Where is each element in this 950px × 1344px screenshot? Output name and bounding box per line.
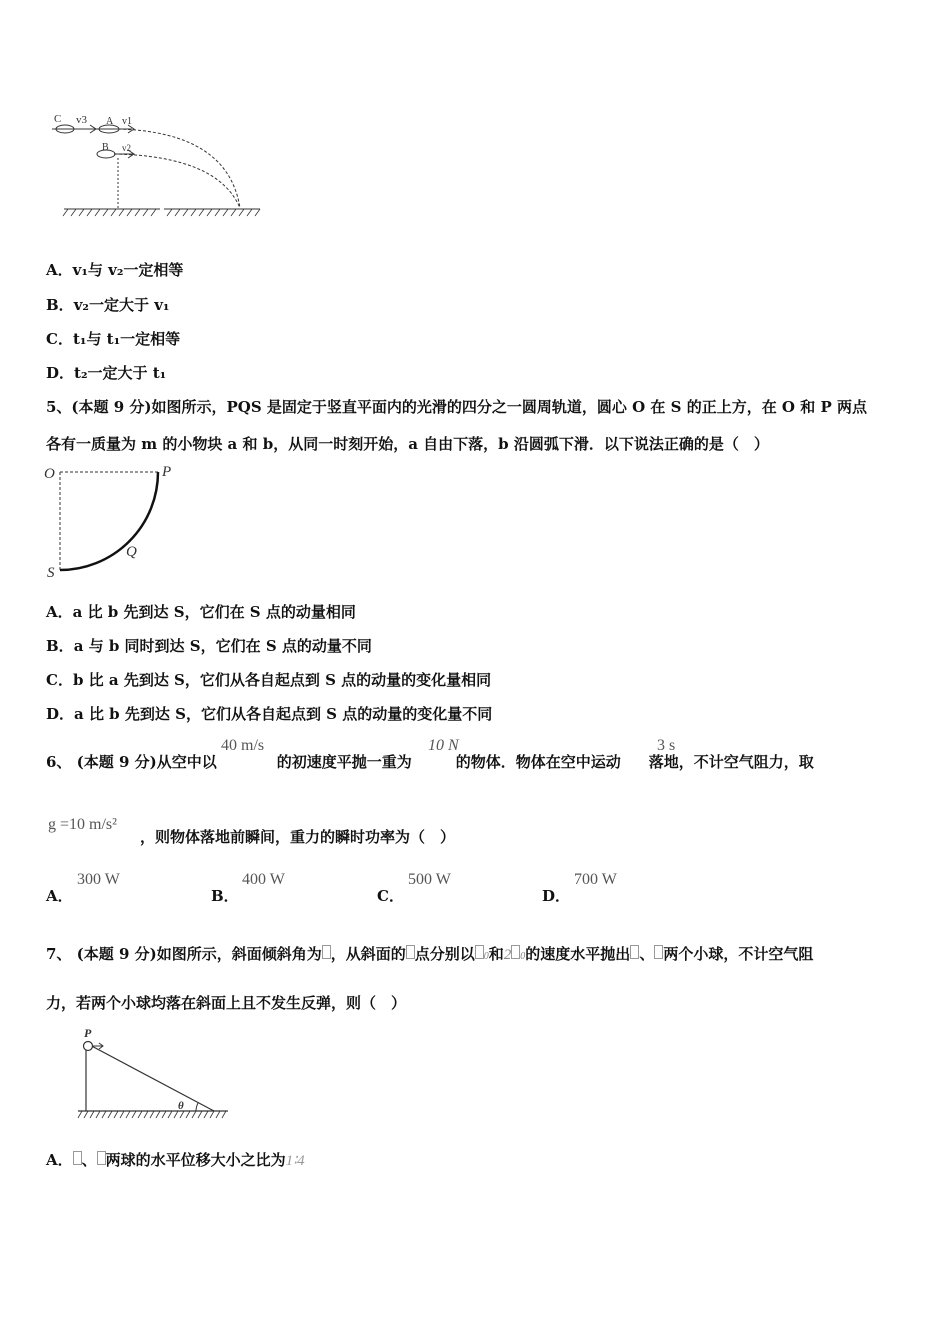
q6-weight: 10 N [428, 737, 459, 754]
quarter-circle-figure [42, 458, 182, 583]
missing-glyph-ball1 [630, 945, 639, 959]
q7-stem-line1: 7、 (本题 9 分)如图所示，斜面倾斜角为 ，从斜面的 点分别以 0和2 0的速度水平抛出 、 两个小球，不计空气阻 [46, 945, 814, 963]
missing-glyph-v2 [511, 945, 520, 959]
q6-gravity: g =10 m/s² [48, 816, 117, 833]
missing-glyph-theta [322, 945, 331, 959]
label-v3: v3 [76, 114, 87, 126]
missing-glyph-p [406, 945, 415, 959]
q5-option-a: A．a 比 b 先到达 S，它们在 S 点的动量相同 [46, 603, 356, 621]
q6-option-a-value: 300 W [77, 871, 120, 888]
q6-velocity: 40 m/s [221, 737, 265, 754]
label-s: S [47, 565, 55, 581]
q4-option-b: B．v₂一定大于 v₁ [46, 296, 170, 314]
missing-glyph-ball2 [97, 1151, 106, 1165]
projectile-figure [48, 108, 268, 218]
label-v1: v1 [122, 116, 132, 127]
label-c: C [54, 113, 62, 125]
q4-option-d: D．t₂一定大于 t₁ [46, 364, 167, 382]
label-theta: θ [178, 1100, 184, 1112]
q4-option-c: C．t₁与 t₁一定相等 [46, 330, 181, 348]
q6-option-a-label: A． [46, 887, 73, 905]
q6-time: 3 s [657, 737, 676, 754]
q6-stem-line2: ，则物体落地前瞬间，重力的瞬时功率为（ ） [140, 828, 456, 846]
q7-option-a: A． 、 两球的水平位移大小之比为1∶4 [46, 1151, 305, 1169]
label-v2: v2 [122, 143, 131, 153]
q6-option-b-value: 400 W [242, 871, 285, 888]
incline-figure [74, 1025, 234, 1125]
missing-glyph-ball1 [73, 1151, 82, 1165]
q6-option-d-label: D． [542, 887, 571, 905]
label-p: P [84, 1026, 92, 1040]
q5-stem-line1: 5、(本题 9 分)如图所示，PQS 是固定于竖直平面内的光滑的四分之一圆周轨道，圆心 O 在 S 的正上方，在 O 和 P 两点 [46, 398, 867, 416]
q6-option-d-value: 700 W [574, 871, 617, 888]
label-o: O [44, 466, 55, 482]
q4-option-a: A．v₁与 v₂一定相等 [46, 261, 184, 279]
label-b: B [102, 142, 109, 153]
label-p: P [162, 464, 172, 480]
q5-option-d: D．a 比 b 先到达 S，它们从各自起点到 S 点的动量的变化量不同 [46, 705, 493, 723]
q5-stem-line2: 各有一质量为 m 的小物块 a 和 b，从同一时刻开始，a 自由下落，b 沿圆弧下滑．以下说法正确的是（ ） [46, 435, 769, 453]
q5-option-c: C．b 比 a 先到达 S，它们从各自起点到 S 点的动量的变化量相同 [46, 671, 492, 689]
q6-option-c-value: 500 W [408, 871, 451, 888]
q6-option-c-label: C． [377, 887, 404, 905]
label-a: A [106, 116, 114, 127]
q5-option-b: B．a 与 b 同时到达 S，它们在 S 点的动量不同 [46, 637, 372, 655]
label-q: Q [126, 544, 137, 560]
missing-glyph-v [475, 945, 484, 959]
q7-stem-line2: 力，若两个小球均落在斜面上且不发生反弹，则（ ） [46, 994, 407, 1012]
q6-option-b-label: B． [211, 887, 239, 905]
q6-stem-line1: 6、 (本题 9 分)从空中以 的初速度平抛一重为 的物体．物体在空中运动 落地，不计空气阻力，取 [46, 753, 814, 771]
missing-glyph-ball2 [654, 945, 663, 959]
